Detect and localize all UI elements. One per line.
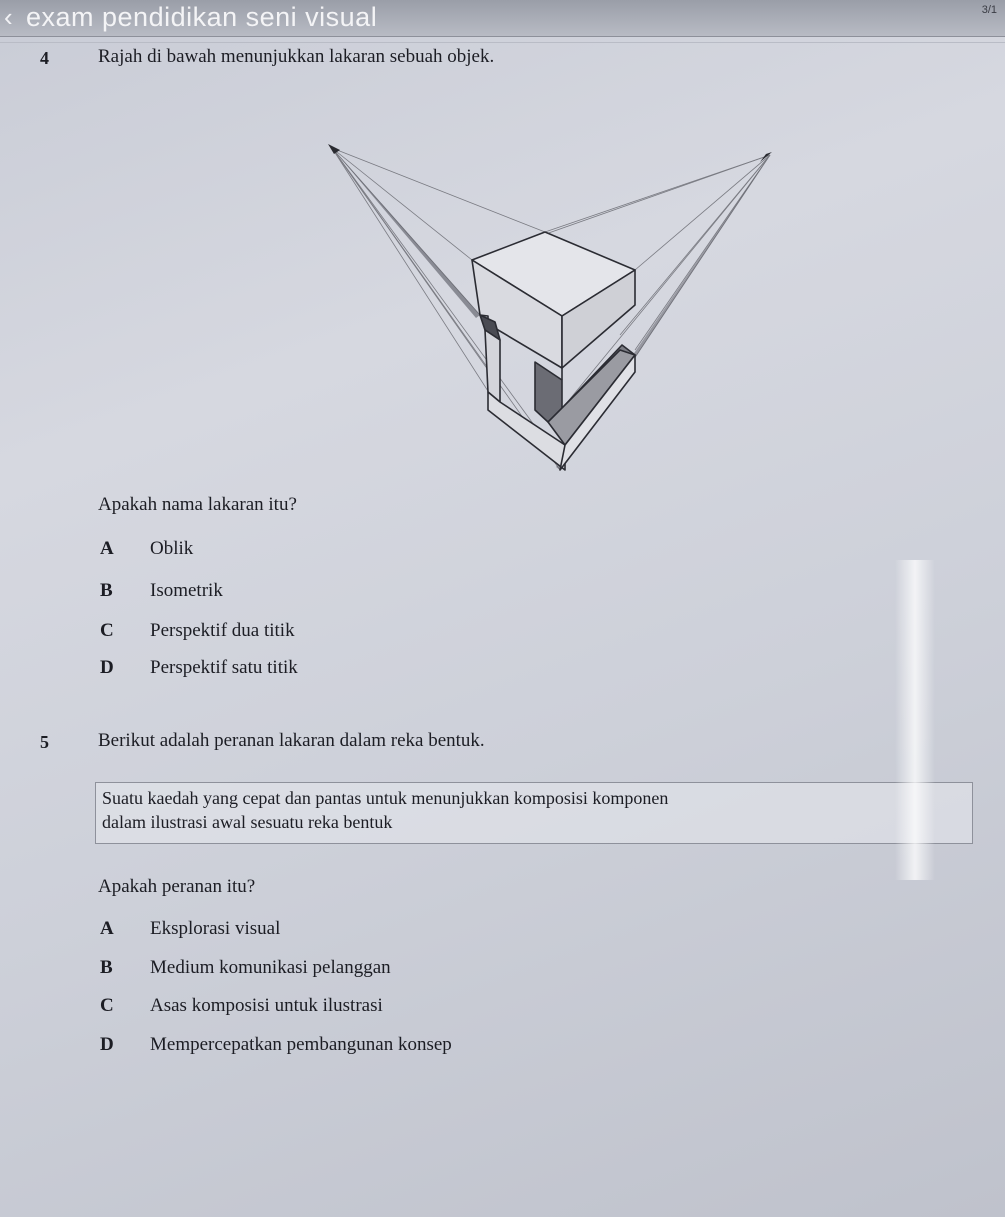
question-5-number: 5 (40, 732, 49, 752)
question-4-prompt: Apakah nama lakaran itu? (98, 494, 297, 515)
option-text: Eksplorasi visual (150, 918, 281, 939)
option-letter: B (100, 580, 113, 601)
option-letter: D (100, 657, 114, 678)
statement-line-1: Suatu kaedah yang cepat dan pantas untuk menunjukkan komposisi komponen (102, 788, 669, 808)
option-text: Asas komposisi untuk ilustrasi (150, 995, 383, 1016)
option-letter: A (100, 538, 114, 559)
option-text: Isometrik (150, 580, 223, 601)
question-4-option-b[interactable] (100, 580, 223, 602)
option-text: Oblik (150, 538, 194, 559)
option-letter: D (100, 1034, 114, 1055)
option-letter: B (100, 957, 113, 978)
question-4-option-a[interactable] (100, 538, 193, 560)
option-text: Medium komunikasi pelanggan (150, 957, 391, 978)
statement-line-2: dalam ilustrasi awal sesuatu reka bentuk (102, 812, 393, 832)
option-text: Perspektif dua titik (150, 620, 295, 641)
question-5-option-b[interactable] (100, 957, 391, 979)
page-title: exam pendidikan seni visual (26, 2, 378, 32)
question-5-option-a[interactable] (100, 918, 280, 940)
question-5-option-c[interactable] (100, 995, 383, 1017)
app-header (0, 0, 1005, 37)
header-divider (0, 42, 1005, 43)
chevron-left-icon[interactable]: ‹ (4, 2, 13, 32)
option-letter: A (100, 918, 114, 939)
option-letter: C (100, 620, 114, 641)
page-indicator: 3/1 (981, 4, 997, 16)
option-text: Mempercepatkan pembangunan konsep (150, 1034, 452, 1055)
question-4-number: 4 (40, 48, 49, 68)
option-text: Perspektif satu titik (150, 657, 298, 678)
perspective-sketch (320, 140, 780, 480)
question-5-stem: Berikut adalah peranan lakaran dalam reka bentuk. (98, 730, 485, 751)
option-letter: C (100, 995, 114, 1016)
question-4-stem: Rajah di bawah menunjukkan lakaran sebuah objek. (98, 46, 495, 67)
question-4-option-d[interactable] (100, 657, 298, 679)
question-5-option-d[interactable] (100, 1034, 452, 1056)
question-4-option-c[interactable] (100, 620, 295, 642)
question-5-prompt: Apakah peranan itu? (98, 876, 256, 897)
question-5-statement-box (95, 782, 973, 844)
